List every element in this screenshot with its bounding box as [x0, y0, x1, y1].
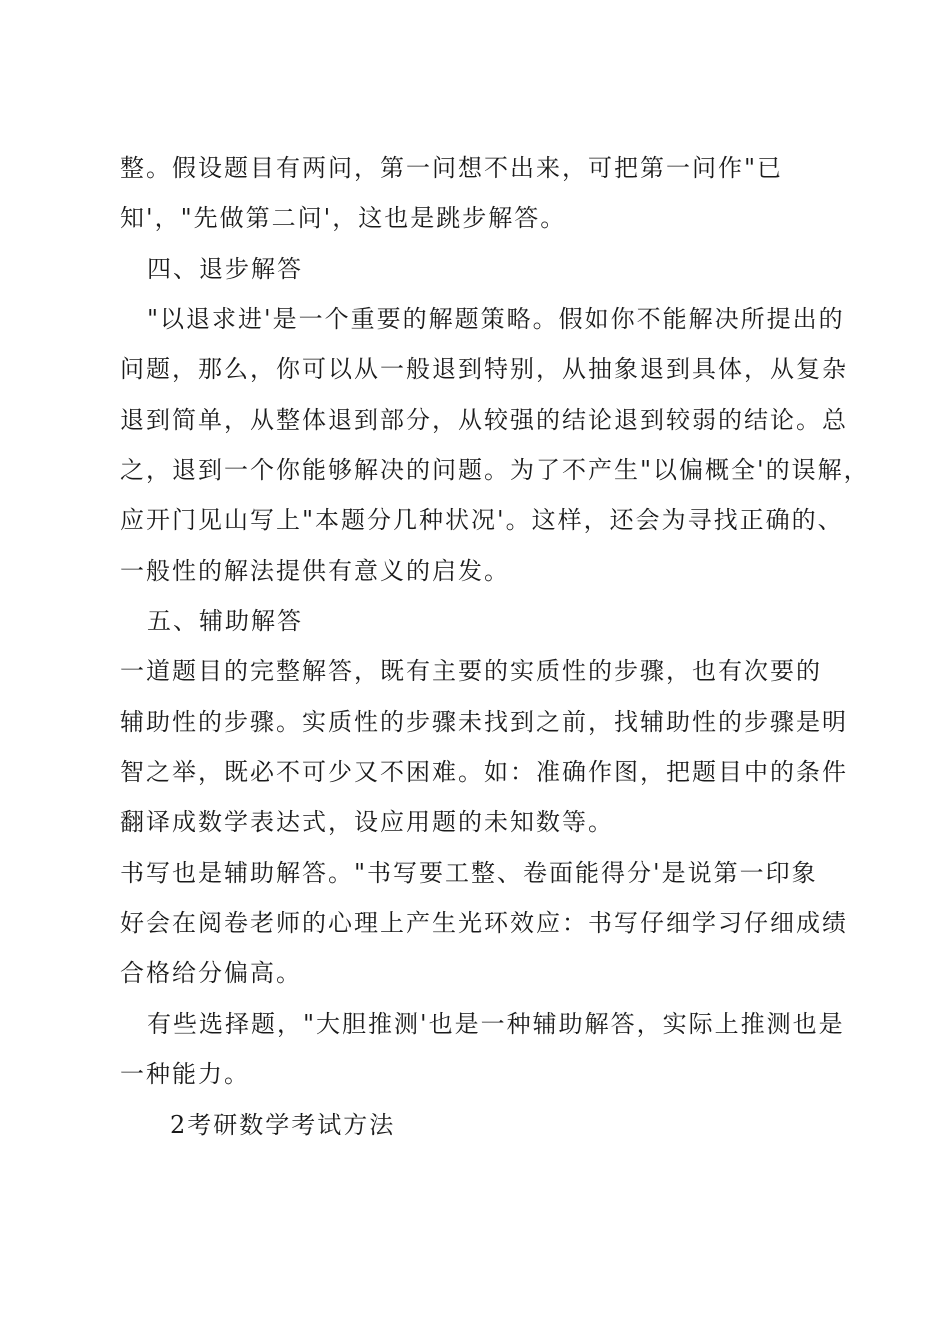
text-line: 智之举，既必不可少又不困难。如：准确作图，把题目中的条件 [120, 758, 848, 786]
text-line: 一般性的解法提供有意义的启发。 [120, 557, 510, 585]
text-line: 应开门见山写上"本题分几种状况'。这样，还会为寻找正确的、 [120, 506, 844, 534]
text-line: 退到简单，从整体退到部分，从较强的结论退到较弱的结论。总 [120, 406, 848, 434]
text-line: 翻译成数学表达式，设应用题的未知数等。 [120, 808, 614, 836]
section-heading: 四、退步解答 [147, 255, 303, 283]
section-heading: 五、辅助解答 [147, 607, 303, 635]
text-line: 之，退到一个你能够解决的问题。为了不产生"以偏概全'的误解， [120, 456, 870, 484]
text-line: 问题，那么，你可以从一般退到特别，从抽象退到具体，从复杂 [120, 355, 848, 383]
text-line: "以退求进'是一个重要的解题策略。假如你不能解决所提出的 [147, 305, 845, 333]
text-line: 书写也是辅助解答。"书写要工整、卷面能得分'是说第一印象 [120, 859, 818, 887]
text-line: 好会在阅卷老师的心理上产生光环效应：书写仔细学习仔细成绩 [120, 909, 848, 937]
text-line: 知'，"先做第二问'，这也是跳步解答。 [120, 204, 567, 232]
text-line: 整。假设题目有两问，第一问想不出来，可把第一问作"已 [120, 154, 784, 182]
text-line: 有些选择题，"大胆推测'也是一种辅助解答，实际上推测也是 [147, 1010, 845, 1038]
section-heading: 2考研数学考试方法 [170, 1111, 396, 1139]
text-line: 合格给分偏高。 [120, 959, 302, 987]
text-line: 辅助性的步骤。实质性的步骤未找到之前，找辅助性的步骤是明 [120, 708, 848, 736]
text-line: 一道题目的完整解答，既有主要的实质性的步骤，也有次要的 [120, 657, 822, 685]
text-line: 一种能力。 [120, 1060, 250, 1088]
